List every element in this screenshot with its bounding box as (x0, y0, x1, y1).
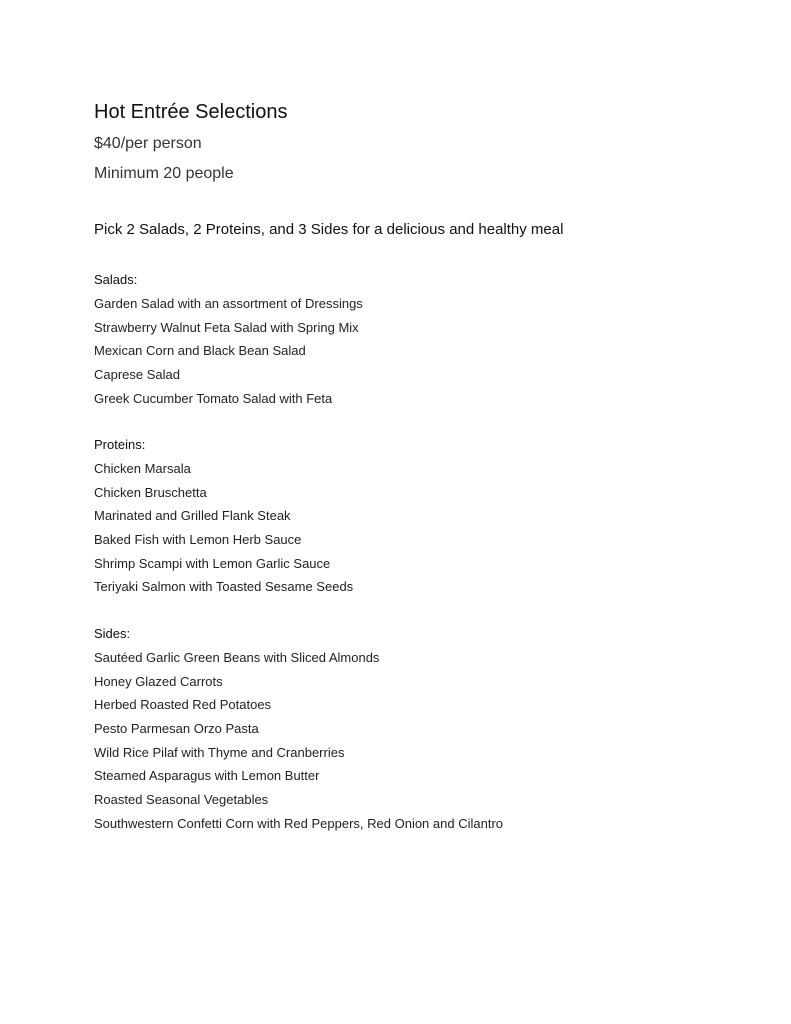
salad-item: Caprese Salad (94, 367, 180, 383)
minimum-guests: Minimum 20 people (94, 165, 234, 182)
protein-item: Teriyaki Salmon with Toasted Sesame Seeds (94, 579, 354, 595)
protein-item: Marinated and Grilled Flank Steak (94, 508, 291, 524)
sides-section (94, 624, 503, 836)
protein-item: Chicken Bruschetta (94, 484, 207, 500)
price-per-person: $40/per person (94, 135, 202, 152)
side-item: Pesto Parmesan Orzo Pasta (94, 721, 259, 737)
side-item: Southwestern Confetti Corn with Red Peppers, Red Onion and Cilantro (94, 815, 503, 831)
salads-section (94, 270, 363, 410)
proteins-section (94, 435, 353, 599)
salad-item: Strawberry Walnut Feta Salad with Spring Mix (94, 319, 359, 335)
salads-heading: Salads: (94, 272, 138, 287)
proteins-list (94, 457, 353, 599)
selection-instructions: Pick 2 Salads, 2 Proteins, and 3 Sides for a delicious and healthy meal (94, 221, 564, 238)
salad-item: Greek Cucumber Tomato Salad with Feta (94, 390, 333, 406)
protein-item: Shrimp Scampi with Lemon Garlic Sauce (94, 555, 331, 571)
sides-heading: Sides: (94, 626, 131, 641)
salads-list (94, 292, 363, 410)
side-item: Steamed Asparagus with Lemon Butter (94, 768, 320, 784)
side-item: Herbed Roasted Red Potatoes (94, 697, 272, 713)
protein-item: Chicken Marsala (94, 461, 191, 476)
salad-item: Mexican Corn and Black Bean Salad (94, 343, 306, 359)
side-item: Wild Rice Pilaf with Thyme and Cranberries (94, 744, 345, 760)
salad-item: Garden Salad with an assortment of Dressings (94, 296, 363, 311)
side-item: Roasted Seasonal Vegetables (94, 792, 269, 808)
protein-item: Baked Fish with Lemon Herb Sauce (94, 532, 302, 548)
proteins-heading: Proteins: (94, 437, 146, 452)
page-title: Hot Entrée Selections (94, 101, 288, 123)
sides-list (94, 646, 503, 836)
side-item: Honey Glazed Carrots (94, 673, 223, 689)
side-item: Sautéed Garlic Green Beans with Sliced Almonds (94, 650, 380, 665)
